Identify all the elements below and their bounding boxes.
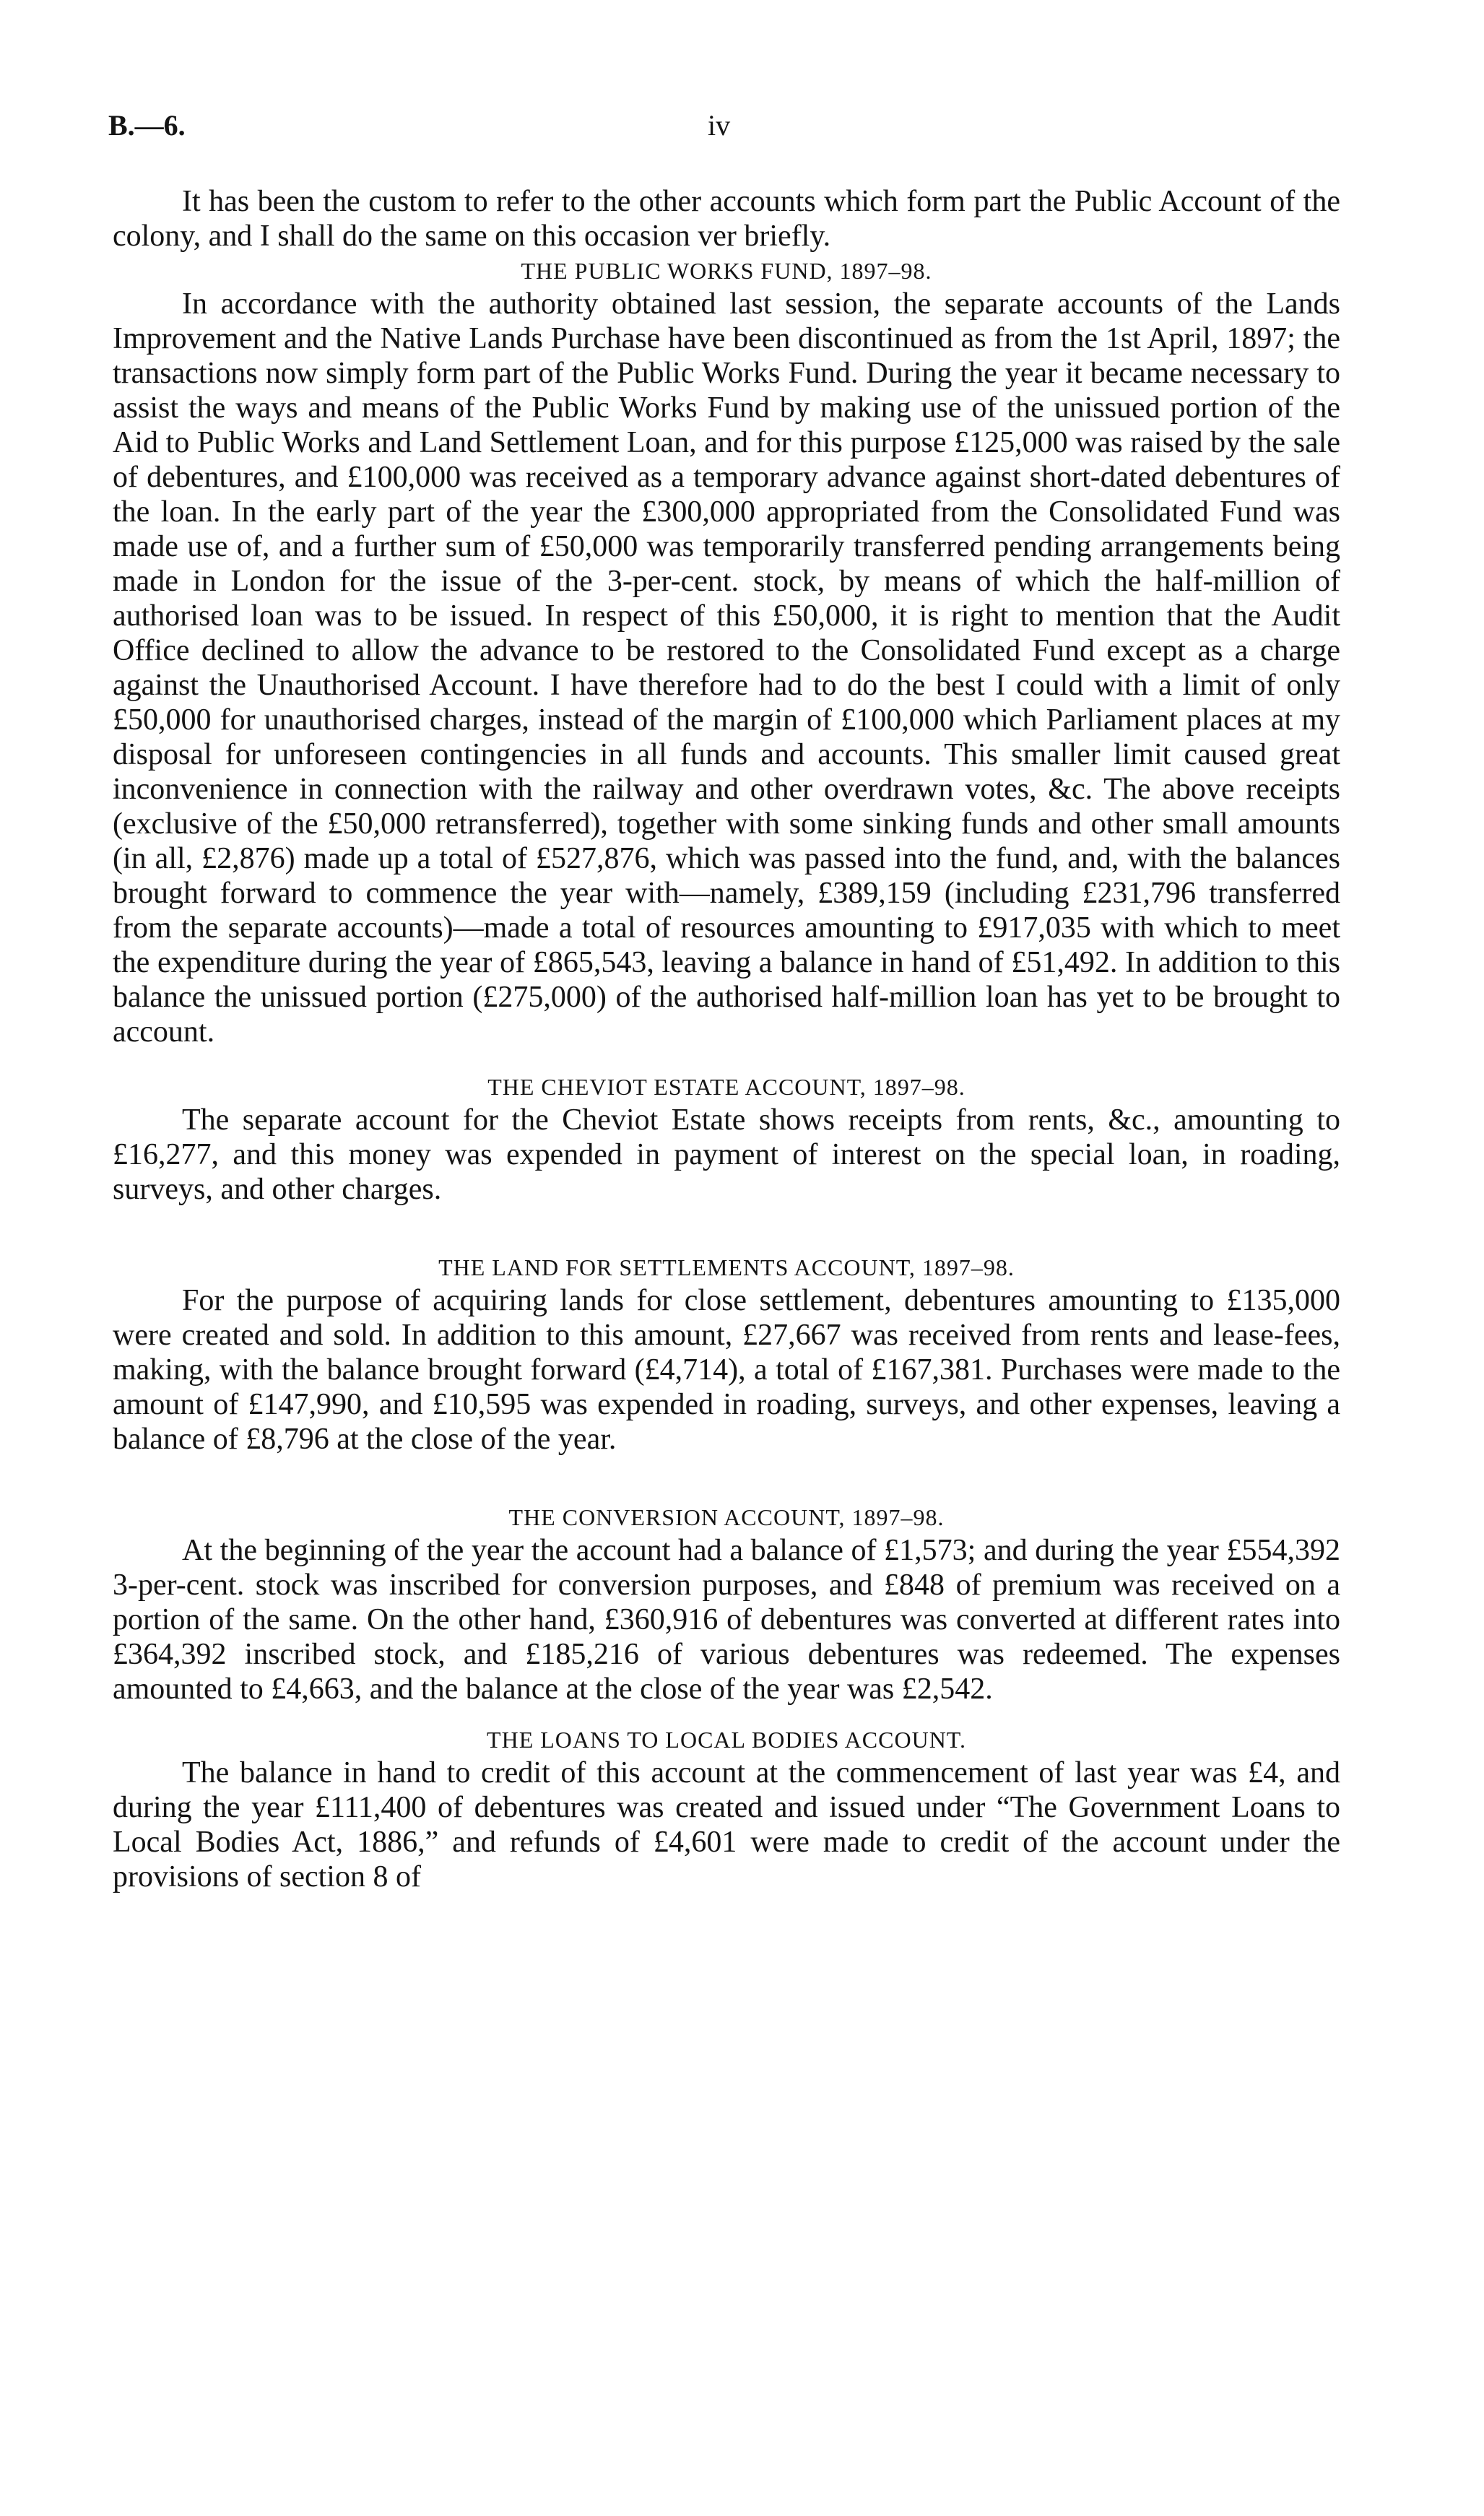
page-header xyxy=(108,108,1372,152)
cheviot-estate-heading: THE CHEVIOT ESTATE ACCOUNT, 1897–98. xyxy=(487,1074,966,1100)
land-settlements-heading: THE LAND FOR SETTLEMENTS ACCOUNT, 1897–98. xyxy=(438,1254,1015,1280)
conversion-account-heading: THE CONVERSION ACCOUNT, 1897–98. xyxy=(508,1504,945,1530)
local-bodies-loans-paragraph: The balance in hand to credit of this account at the commencement of last year was £4, and during the year £111,400 of debentures was created and issued under “The Government Loans to Local Bodies Act, 1886,” and refunds of £4,601 were made to credit of the account under the provisions of section 8 of xyxy=(113,1756,1340,1893)
cheviot-estate-paragraph: The separate account for the Cheviot Estate shows receipts from rents, &c., amounting to £16,277, and this money was expended in payment of interest on the special loan, in roading, surveys, and other charges. xyxy=(113,1103,1340,1206)
public-works-fund-heading: THE PUBLIC WORKS FUND, 1897–98. xyxy=(521,258,932,284)
intro-paragraph: It has been the custom to refer to the other accounts which form part the Public Account of the colony, and I shall do the same on this occasion ver briefly. xyxy=(113,185,1340,253)
document-reference: B.—6. xyxy=(108,109,186,142)
public-works-fund-paragraph: In accordance with the authority obtained last session, the separate accounts of the Lands Improvement and the Native Lands Purchase have been discontinued as from the 1st April, 1897; the transactions now simply form part of the Public Works Fund. During the year it became necessary to assist the ways and means of the Public Works Fund by making use of the unissued portion of the Aid to Public Works and Land Settlement Loan, and for this purpose £125,000 was raised by the sale of debentures, and £100,000 was received as a temporary advance against short-dated debentures of the loan. In the early part of the year the £300,000 appropriated from the Consolidated Fund was made use of, and a further sum of £50,000 was temporarily transferred pending arrangements being made in London for the issue of the 3-per-cent. stock, by means of which the half-million of authorised loan was to be issued. In respect of this £50,000, it is right to mention that the Audit Office declined to allow the advance to be restored to the Consolidated Fund except as a charge against the Unauthorised Account. I have therefore had to do the best I could with a limit of only £50,000 for unauthorised charges, instead of the margin of £100,000 which Parliament places at my disposal for unforeseen contingencies in all funds and accounts. This smaller limit caused great inconvenience in connection with the railway and other overdrawn votes, &c. The above receipts (exclusive of the £50,000 retransferred), together with some sinking funds and other small amounts (in all, £2,876) made up a total of £527,876, which was passed into the fund, and, with the balances brought forward to commence the year with—namely, £389,159 (including £231,796 transferred from the separate accounts)—made a total of resources amounting to £917,035 with which to meet the expenditure during the year of £865,543, leaving a balance in hand of £51,492. In addition to this balance the unissued portion (£275,000) of the authorised half-million loan has yet to be brought to account. xyxy=(113,287,1340,1049)
local-bodies-loans-heading: THE LOANS TO LOCAL BODIES ACCOUNT. xyxy=(487,1727,966,1753)
page-number: iv xyxy=(708,109,731,142)
land-settlements-paragraph: For the purpose of acquiring lands for close settlement, debentures amounting to £135,000 were created and sold. In addition to this amount, £27,667 was received from rents and lease-fees, making, with the balance brought forward (£4,714), a total of £167,381. Purchases were made to the amount of £147,990, and £10,595 was expended in roading, surveys, and other expenses, leaving a balance of £8,796 at the close of the year. xyxy=(113,1284,1340,1456)
conversion-account-paragraph: At the beginning of the year the account had a balance of £1,573; and during the year £554,392 3-per-cent. stock was inscribed for conversion purposes, and £848 of premium was received on a portion of the same. On the other hand, £360,916 of debentures was converted at different rates into £364,392 inscribed stock, and £185,216 of various debentures was redeemed. The expenses amounted to £4,663, and the balance at the close of the year was £2,542. xyxy=(113,1534,1340,1706)
document-body xyxy=(113,184,1340,1894)
